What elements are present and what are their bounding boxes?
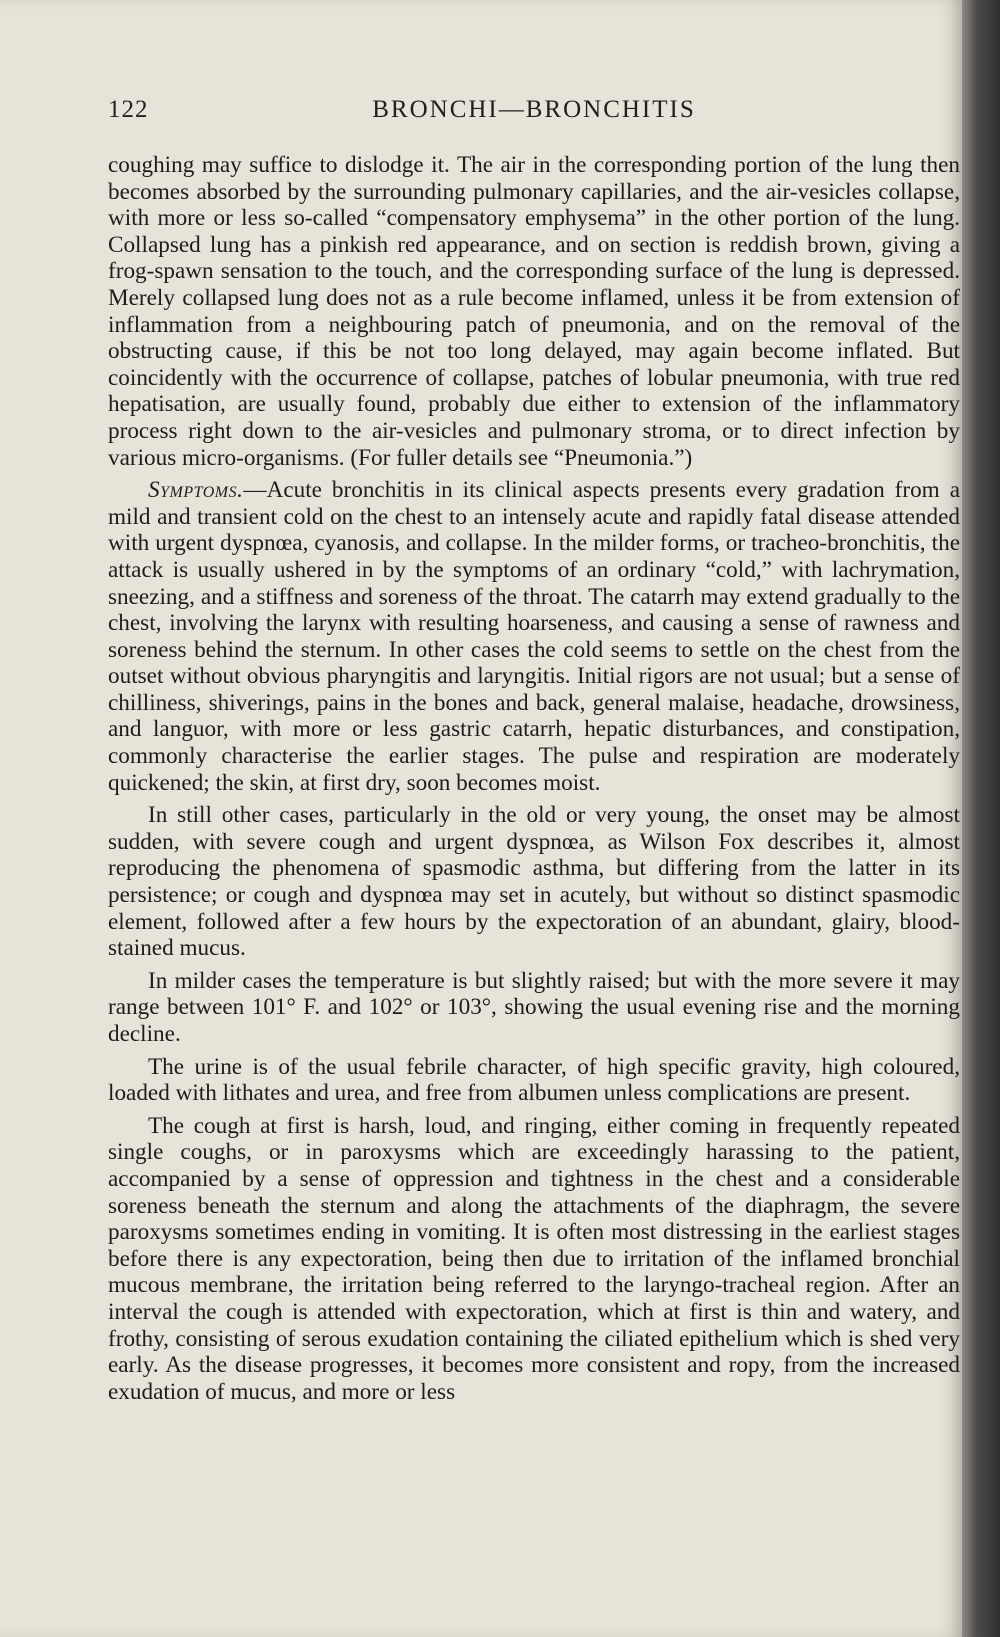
paragraph-cough xyxy=(108,1113,960,1406)
paragraph-text: The urine is of the usual febrile character, of high specific gravity, high coloured, loaded with lithates and urea, and free from albumen unless complications are present. xyxy=(108,1053,960,1107)
page-edge-shadow xyxy=(962,0,1000,1637)
paragraph-temperature xyxy=(108,968,960,1048)
paragraph-text: coughing may suffice to dislodge it. The air in the corresponding portion of the lung then becomes absorbed by the surrounding pulmonary capillaries, and the air-vesicles collapse, with more or less so-called “compensatory emphysema” in the other portion of the lung. Collapsed lung has a pinkish red appearance, and on section is reddish brown, giving a frog-spawn sensation to the touch, and the corresponding surface of the lung is depressed. Merely collapsed lung does not as a rule become inflamed, unless it be from extension of inflammation from a neighbouring patch of pneumonia, and on the removal of the obstructing cause, if this be not too long delayed, may again become inflated. But coincidently with the occurrence of collapse, patches of lobular pneumonia, with true red hepatisation, are usually found, probably due either to extension of the inflammatory process right down to the air-vesicles and pulmonary stroma, or to direct infection by various micro-organisms. (For fuller details see “Pneumonia.”) xyxy=(108,152,960,471)
body-text xyxy=(108,152,960,1405)
page-header xyxy=(108,96,960,136)
paragraph-text: In milder cases the temperature is but slightly raised; but with the more severe it may range between 101° F. and 102° or 103°, showing the usual evening rise and the morning decline. xyxy=(108,967,960,1047)
paragraph-sudden-onset xyxy=(108,802,960,962)
page-number: 122 xyxy=(108,96,149,123)
paragraph-text: —Acute bronchitis in its clinical aspects presents every gradation from a mild and transient cold on the chest to an intensely acute and rapidly fatal disease attended with urgent dyspnœa, cyanosis, and collapse. In the milder forms, or tracheo-bronchitis, the attack is usually ushered in by the symptoms of an ordinary “cold,” with lachrymation, sneezing, and a stiffness and soreness of the throat. The catarrh may extend gradually to the chest, involving the larynx with resulting hoarseness, and causing a sense of rawness and soreness behind the sternum. In other cases the cold seems to settle on the chest from the outset without obvious pharyngitis and laryngitis. Initial rigors are not usual; but a sense of chilliness, shiverings, pains in the bones and back, general malaise, headache, drowsiness, and languor, with more or less gastric catarrh, hepatic disturbances, and constipation, commonly characterise the earlier stages. The pulse and respiration are moderately quickened; the skin, at first dry, soon becomes moist. xyxy=(108,477,960,796)
paragraph-text: The cough at first is harsh, loud, and ringing, either coming in frequently repeated single coughs, or in paroxysms which are exceedingly harassing to the patient, accompanied by a sense of oppression and tightness in the chest and a considerable soreness beneath the sternum and along the attachments of the diaphragm, the severe paroxysms sometimes ending in vomiting. It is often most distressing in the earliest stages before there is any expectoration, being then due to irritation of the inflamed bronchial mucous membrane, the irritation being referred to the laryngo-tracheal region. After an interval the cough is attended with expectoration, which at first is thin and watery, and frothy, consisting of serous exudation containing the ciliated epithelium which is shed very early. As the disease progresses, it becomes more consistent and ropy, from the increased exudation of mucus, and more or less xyxy=(108,1112,960,1405)
paragraph-text: In still other cases, particularly in the old or very young, the onset may be almost sudden, with severe cough and urgent dyspnœa, as Wilson Fox describes it, almost reproducing the phenomena of spasmodic asthma, but differing from the latter in its persistence; or cough and dyspnœa may set in acutely, but without so distinct spasmodic element, followed after a few hours by the expectoration of an abundant, glairy, blood-stained mucus. xyxy=(108,802,960,962)
paragraph-urine xyxy=(108,1054,960,1107)
running-head: BRONCHI—BRONCHITIS xyxy=(372,96,696,123)
paragraph-symptoms xyxy=(108,477,960,796)
section-heading-symptoms: Symptoms. xyxy=(148,477,244,504)
paragraph-collapse xyxy=(108,152,960,471)
